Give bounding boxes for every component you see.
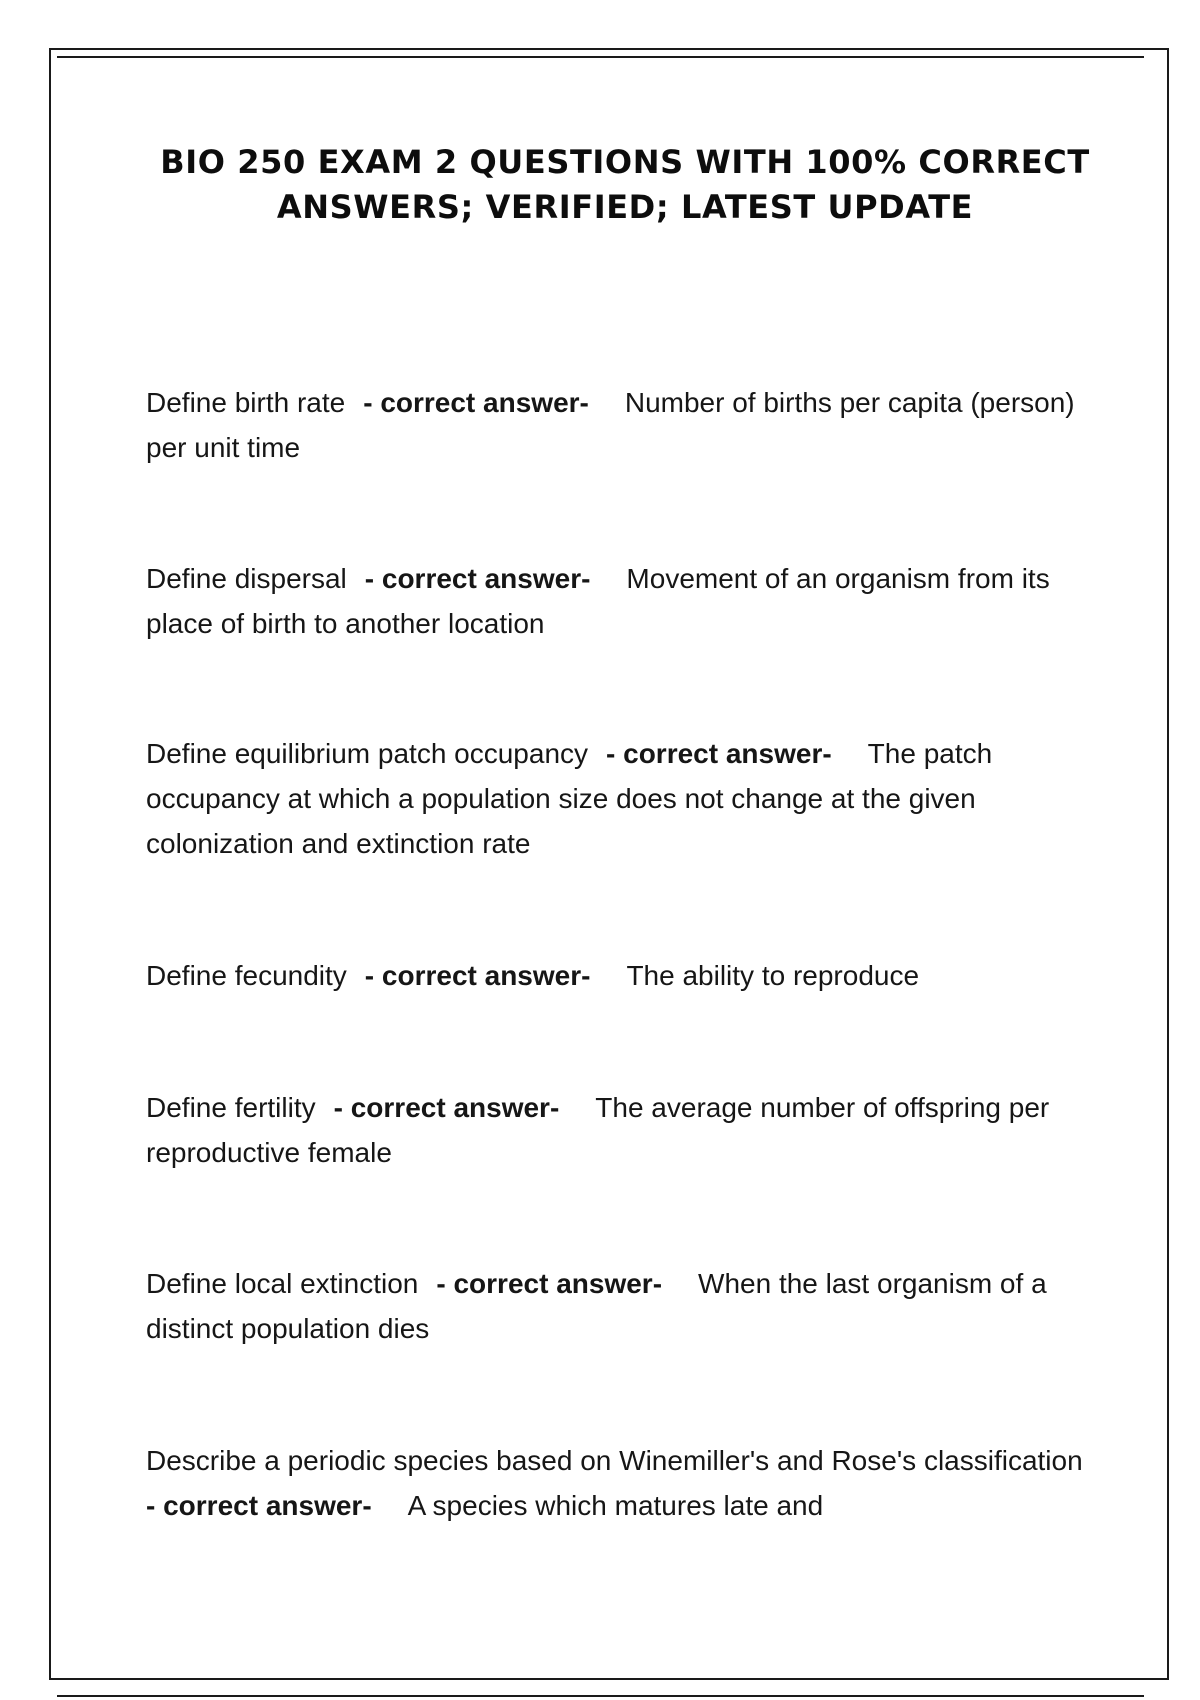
question-text: Describe a periodic species based on Winemiller's and Rose's classification bbox=[146, 1445, 1083, 1476]
question-text: Define equilibrium patch occupancy bbox=[146, 738, 589, 769]
qa-item-local-extinction bbox=[146, 1261, 1106, 1351]
answer-text: When the last organism of a distinct population dies bbox=[146, 1268, 1047, 1344]
answer-marker: - correct answer- bbox=[363, 387, 589, 418]
answer-text: The ability to reproduce bbox=[626, 960, 920, 991]
question-text: Define birth rate bbox=[146, 387, 346, 418]
answer-text: A species which matures late and bbox=[407, 1490, 824, 1521]
qa-item-dispersal bbox=[146, 556, 1106, 646]
answer-text: The patch occupancy at which a population size does not change at the given colonization and extinction rate bbox=[146, 738, 993, 859]
header-rule bbox=[57, 56, 1144, 58]
question-text: Define dispersal bbox=[146, 563, 347, 594]
question-text: Define fertility bbox=[146, 1092, 316, 1123]
answer-text: The average number of offspring per reproductive female bbox=[146, 1092, 1050, 1168]
answer-marker: - correct answer- bbox=[333, 1092, 560, 1123]
document-title: BIO 250 EXAM 2 QUESTIONS WITH 100% CORRECT ANSWERS; VERIFIED; LATEST UPDATE bbox=[160, 143, 1090, 226]
qa-item-fertility bbox=[146, 1085, 1106, 1175]
answer-text: Number of births per capita (person) per unit time bbox=[146, 387, 1075, 463]
qa-item-fecundity bbox=[146, 953, 1106, 998]
answer-marker: - correct answer- bbox=[606, 738, 832, 769]
answer-marker: - correct answer- bbox=[436, 1268, 663, 1299]
answer-marker: - correct answer- bbox=[146, 1490, 372, 1521]
question-text: Define local extinction bbox=[146, 1268, 419, 1299]
footer-rule bbox=[57, 1695, 1144, 1697]
answer-text: Movement of an organism from its place of birth to another location bbox=[146, 563, 1050, 639]
answer-marker: - correct answer- bbox=[364, 960, 591, 991]
answer-marker: - correct answer- bbox=[364, 563, 591, 594]
question-text: Define fecundity bbox=[146, 960, 347, 991]
qa-item-birth-rate bbox=[146, 380, 1106, 470]
qa-item-periodic-species bbox=[146, 1438, 1106, 1528]
qa-item-equilibrium-patch-occupancy bbox=[146, 731, 1106, 866]
